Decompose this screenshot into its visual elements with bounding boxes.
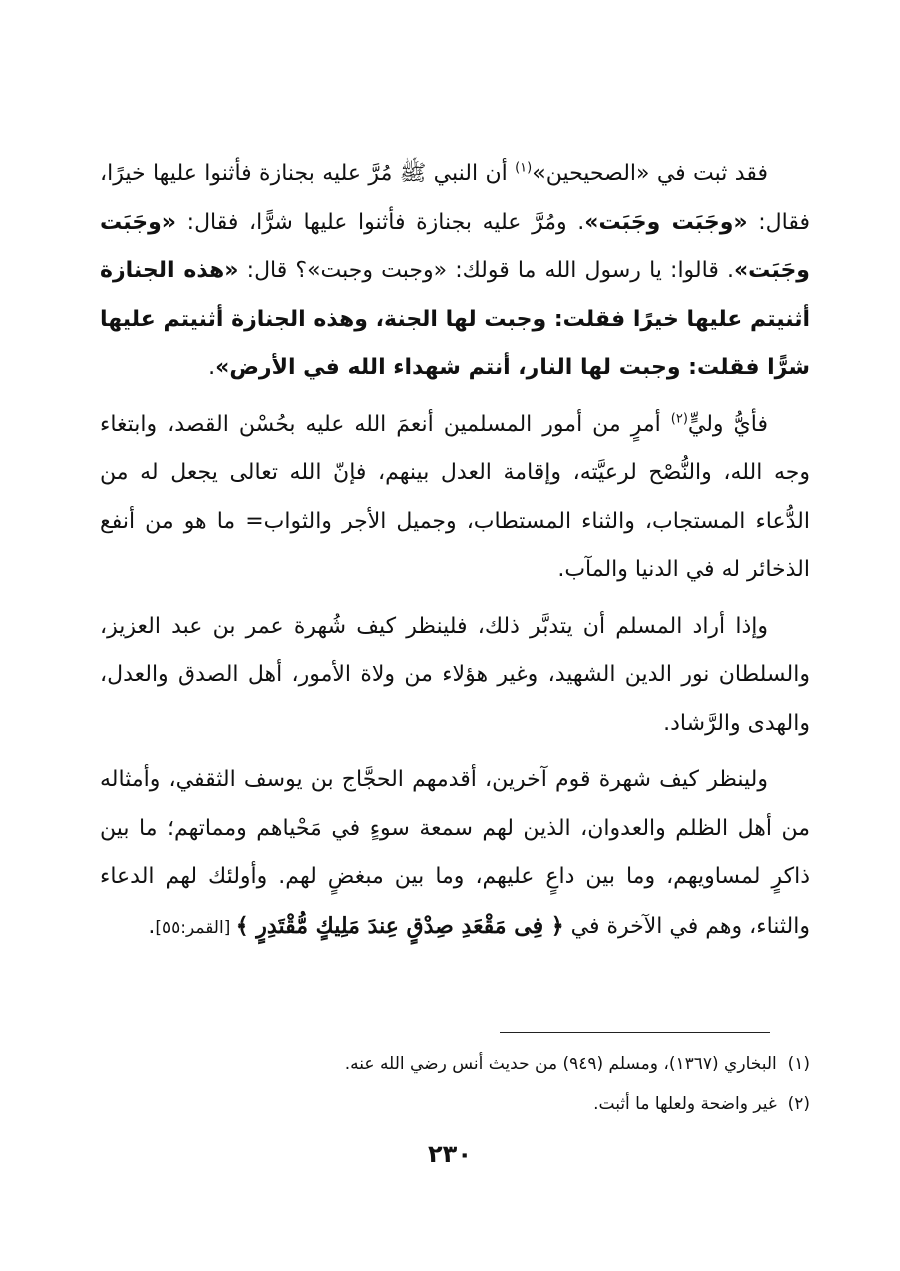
hadith-quote-2: «وجَبَت وجَبَت» [100, 209, 810, 283]
hadith-text-2: . ومُرَّ عليه بجنازة فأثنوا عليها شرًّا، فقال: [176, 209, 585, 235]
paragraph-unjust-rulers [100, 756, 810, 952]
quran-verse: ﴿ فِى مَقْعَدِ صِدْقٍ عِندَ مَلِيكٍ مُّقْتَدِرٍ ﴾ [235, 912, 564, 939]
footnote-ref-1: (١) [515, 160, 533, 176]
hadith-text-3: . قالوا: يا رسول الله ما قولك: «وجبت وجبت»؟ قال: [238, 258, 734, 283]
just-rulers-text: وإذا أراد المسلم أن يتدبَّر ذلك، فلينظر كيف شُهرة عمر بن عبد العزيز، والسلطان نور الدين الشهيد، وغير هؤلاء من ولاة الأمور، أهل الصدق والعدل، والهدى والرَّشاد. [100, 613, 810, 736]
paragraph-ruler [100, 401, 810, 595]
footnote-ref-2: (٢) [670, 411, 688, 427]
footnotes [100, 1044, 810, 1124]
footnote-text: غير واضحة ولعلها ما أثبت. [593, 1094, 777, 1114]
unjust-rulers-text: ولينظر كيف شهرة قوم آخرين، أقدمهم الحجَّاج بن يوسف الثقفي، وأمثاله من أهل الظلم والعدوان، الذين لهم سمعة سوءٍ في مَحْياهم ومماتهم؛ ما بين ذاكرٍ لمساويهم، وما بين داعٍ عليهم، وما بين مبغضٍ لهم. وأولئك لهم الدعاء والثناء، وهم في الآخرة في [100, 767, 810, 939]
hadith-intro: فقد ثبت في «الصحيحين» [532, 161, 768, 186]
footnote-1 [100, 1044, 810, 1084]
hadith-text: أن النبي ﷺ مُرَّ عليه بجنازة فأثنوا عليها خيرًا، فقال: [100, 161, 810, 235]
paragraph-just-rulers [100, 603, 810, 749]
ruler-text: أمرٍ من أمور المسلمين أنعمَ الله عليه بحُسْن القصد، وابتغاء وجه الله، والنُّصْح لرعيَّته، وإقامة العدل بينهم، فإنّ الله تعالى يجعل له من الدُّعاء المستجاب، والثناء المستطاب، وجميل الأجر والثواب= ما هو من أنفع الذخائر له في الدنيا والمآب. [100, 411, 810, 582]
ruler-intro: فأيُّ وليٍّ [687, 411, 768, 437]
page-body [100, 150, 810, 952]
footnote-number: (١) [787, 1054, 810, 1074]
footnote-2 [100, 1084, 810, 1124]
hadith-end: . [208, 355, 216, 380]
footnote-text: البخاري (١٣٦٧)، ومسلم (٩٤٩) من حديث أنس رضي الله عنه. [344, 1054, 777, 1074]
footnote-divider [500, 1032, 770, 1033]
quran-reference: [القمر:٥٥] [155, 917, 236, 938]
paragraph-hadith [100, 150, 810, 393]
unjust-rulers-end: . [148, 913, 156, 939]
footnote-number: (٢) [787, 1094, 810, 1114]
hadith-quote-3: «هذه الجنازة أثنيتم عليها خيرًا فقلت: وجبت لها الجنة، وهذه الجنازة أثنيتم عليها شرًّا فقلت: وجبت لها النار، أنتم شهداء الله في الأرض» [100, 258, 810, 380]
page-number: ٢٣٠ [428, 1140, 472, 1168]
hadith-quote-1: «وجَبَت وجَبَت» [584, 209, 748, 235]
